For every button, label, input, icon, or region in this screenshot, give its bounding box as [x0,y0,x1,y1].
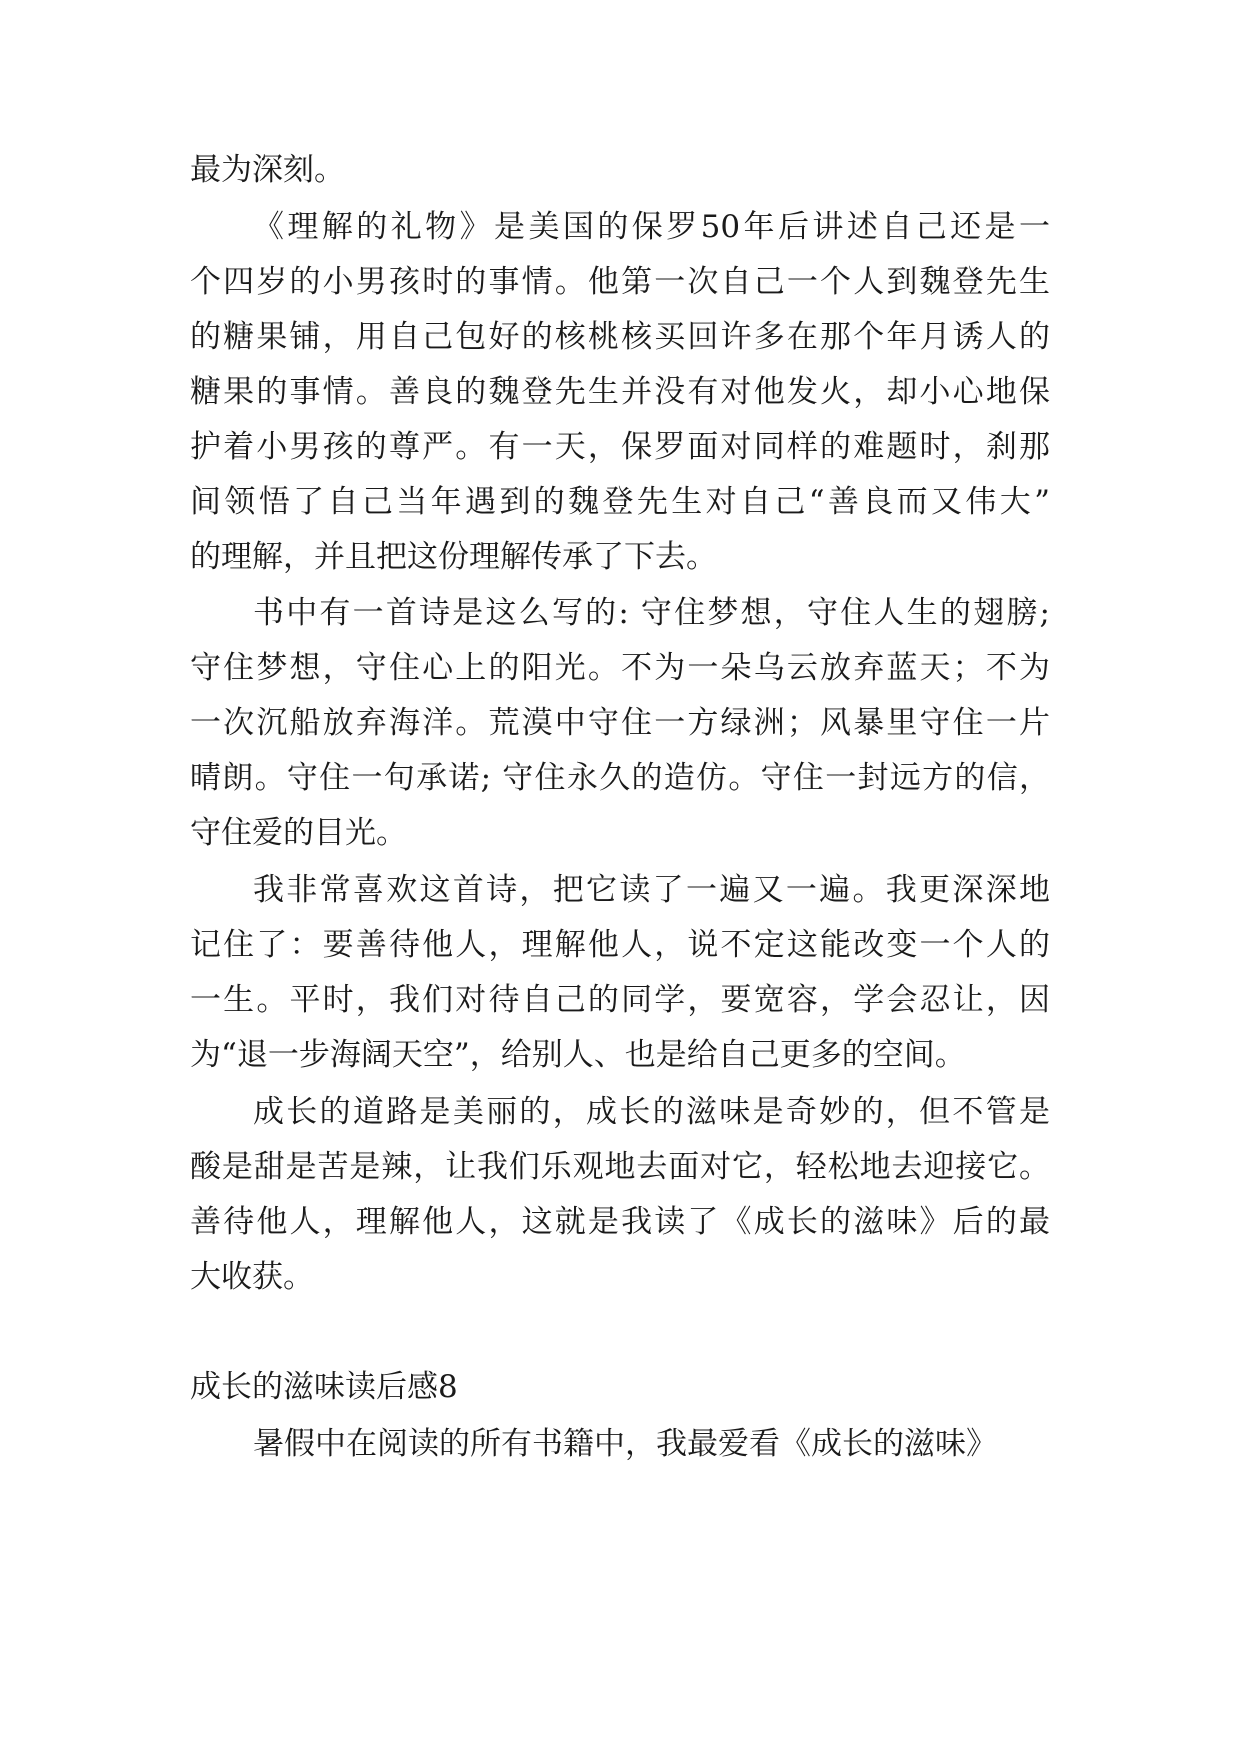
paragraph-first-line: 暑假中在阅读的所有书籍中，我最爱看《成长的滋味》 [253,1426,997,1462]
text-line: 酸是甜是苦是辣，让我们乐观地去面对它，轻松地去迎接它。 [190,1149,1050,1185]
text-line: 的糖果铺，用自己包好的核桃核买回许多在那个年月诱人的 [190,319,1050,355]
paragraph-first-line: 书中有一首诗是这么写的: 守住梦想，守住人生的翅膀; [253,595,1050,631]
section-title: 成长的滋味读后感8 [190,1369,458,1405]
text-line: 守住梦想，守住心上的阳光。不为一朵乌云放弃蓝天；不为 [190,650,1050,686]
text-line: 间领悟了自己当年遇到的魏登先生对自己“善良而又伟大” [190,484,1050,520]
text-line: 最为深刻。 [190,152,345,188]
text-line: 一生。平时，我们对待自己的同学，要宽容，学会忍让，因 [190,982,1050,1018]
text-line: 记住了：要善待他人，理解他人，说不定这能改变一个人的 [190,927,1050,963]
text-line: 为“退一步海阔天空”，给别人、也是给自己更多的空间。 [190,1037,966,1073]
text-line: 晴朗。守住一句承诺; 守住永久的造仿。守住一封远方的信， [190,760,1050,796]
text-line: 守住爱的目光。 [190,815,407,851]
paragraph-first-line: 《理解的礼物》是美国的保罗50年后讲述自己还是一 [253,209,1050,245]
text-line: 大收获。 [190,1259,314,1295]
text-line: 护着小男孩的尊严。有一天，保罗面对同样的难题时，刹那 [190,429,1050,465]
text-line: 的理解，并且把这份理解传承了下去。 [190,539,717,575]
text-line: 个四岁的小男孩时的事情。他第一次自己一个人到魏登先生 [190,264,1050,300]
text-line: 糖果的事情。善良的魏登先生并没有对他发火，却小心地保 [190,374,1050,410]
text-line: 善待他人，理解他人，这就是我读了《成长的滋味》后的最 [190,1204,1050,1240]
text-line: 一次沉船放弃海洋。荒漠中守住一方绿洲；风暴里守住一片 [190,705,1050,741]
paragraph-first-line: 成长的道路是美丽的，成长的滋味是奇妙的，但不管是 [253,1094,1050,1130]
paragraph-first-line: 我非常喜欢这首诗，把它读了一遍又一遍。我更深深地 [253,872,1050,908]
